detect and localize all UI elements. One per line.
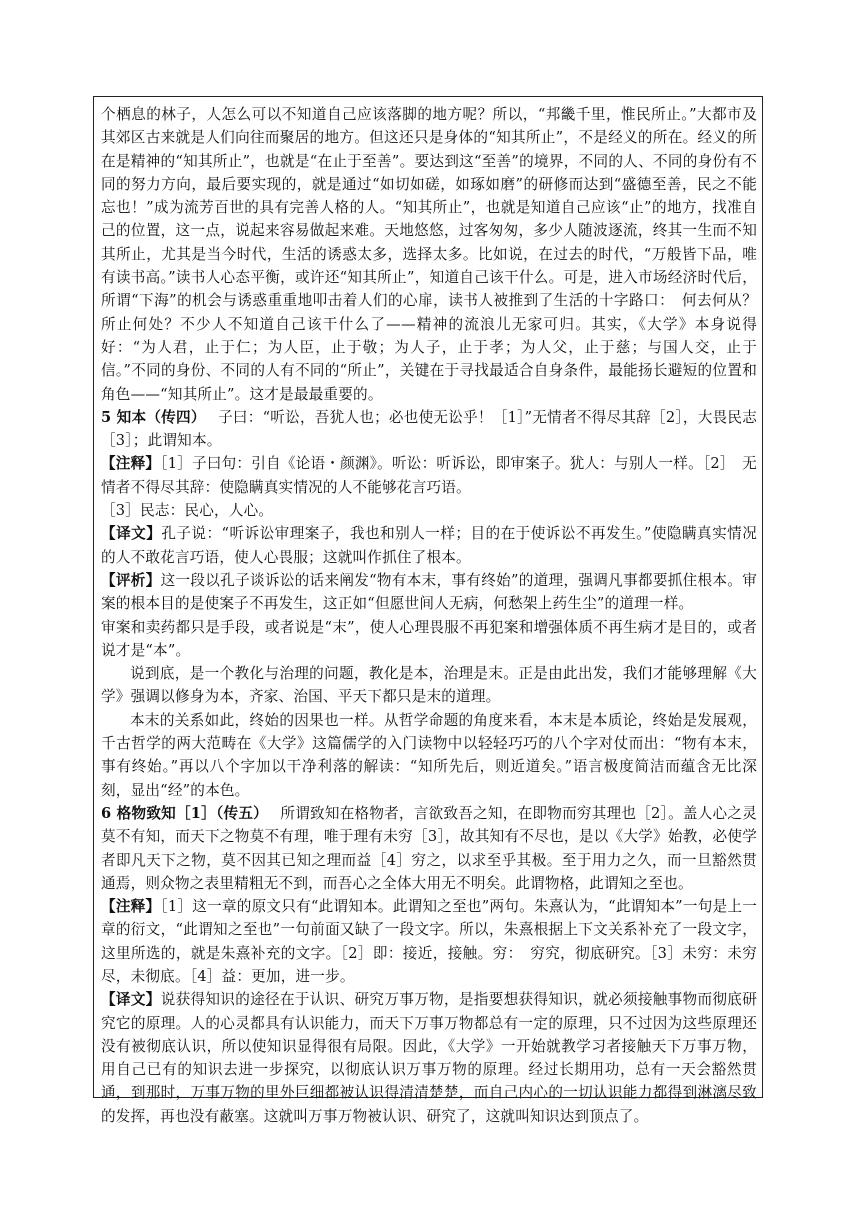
translation-paragraph: 【译文】说获得知识的途径在于认识、研究万事万物，是指要想获得知识，就必须接触事物而彻底研究它的原理。人的心灵都具有认识能力，而天下万事万物都总有一定的原理，只不过因为这些原理还没有被彻底认识，所以使知识显得很有局限。因此，《大学》一开始就教学习者接触天下万事万物，用自己已有的知识去进一步探究，以彻底认识万事万物的原理。经过长期用功，总有一天会豁然贯通，到那时，万事万物的里外巨细都被认识得清清楚楚，而自己内心的一切认识能力都得到淋漓尽致的发挥，再也没有蔽塞。这就叫万事万物被认识、研究了，这就叫知识达到顶点了。 <box>101 991 757 1125</box>
annotation-paragraph: 【注释】［1］子曰句：引自《论语・颜渊》。听讼：听诉讼，即审案子。犹人：与别人一样。［2］ 无情者不得尽其辞：使隐瞒真实情况的人不能够花言巧语。 <box>101 455 757 496</box>
paragraph-zhi-qi-suo-zhi: 个栖息的林子，人怎么可以不知道自己应该落脚的地方呢？所以，“邦畿千里，惟民所止。”大都市及其郊区古来就是人们向往而聚居的地方。但这还只是身体的“知其所止”，不是经义的所在。经义的所在是精神的“知其所止”，也就是“在止于至善”。要达到这“至善”的境界，不同的人、不同的身份有不同的努力方向，最后要实现的，就是通过“如切如磋，如琢如磨”的研修而达到“盛德至善，民之不能忘也！”成为流芳百世的具有完善人格的人。“知其所止”，也就是知道自己应该“止”的地方，找准自己的位置，这一点，说起来容易做起来难。天地悠悠，过客匆匆，多少人随波逐流，终其一生而不知其所止，尤其是当今时代，生活的诱惑太多，选择太多。比如说，在过去的时代，“万般皆下品，唯有读书高。”读书人心态平衡，或许还“知其所止”，知道自己该干什么。可是，进入市场经济时代后，所谓“下海”的机会与诱惑重重地叩击着人们的心扉，读书人被推到了生活的十字路口： 何去何从？所止何处？不少人不知道自己该干什么了——精神的流浪儿无家可归。其实，《大学》本身说得好：“为人君，止于仁；为人臣，止于敬；为人子，止于孝；为人父，止于慈；与国人交，止于信。”不同的身份、不同的人有不同的“所止”，关键在于寻找最适合自身条件，最能扬长避短的位置和角色——“知其所止”。这才是最最重要的。 <box>101 106 757 403</box>
translation-paragraph: 【译文】孔子说：“听诉讼审理案子，我也和别人一样；目的在于使诉讼不再发生。”使隐瞒真实情况的人不敢花言巧语，使人心畏服；这就叫作抓住了根本。 <box>101 525 757 566</box>
analysis-paragraph: 【评析】这一段以孔子谈诉讼的话来阐发“物有本末，事有终始”的道理，强调凡事都要抓住根本。审案的根本目的是使案子不再发生，这正如“但愿世间人无病，何愁架上药生尘”的道理一样。 <box>101 571 757 613</box>
translation-label: 【译文】 <box>101 991 161 1009</box>
annotation-label: 【注释】 <box>101 898 161 916</box>
body-paragraph: 审案和卖药都只是手段，或者说是“末”，使人心理畏服不再犯案和增强体质不再生病才是目的，或者说才是“本”。 <box>101 618 757 659</box>
section-heading-zhi-ben: 5 知本（传四） 子曰：“听讼，吾犹人也；必也使无讼乎！［1］”无情者不得尽其辞［2］，大畏民志［3］；此谓知本。 <box>101 408 757 450</box>
analysis-label: 【评析】 <box>101 571 161 589</box>
section-title: 6 格物致知［1］（传五） <box>101 804 261 822</box>
section-heading-ge-wu-zhi-zhi: 6 格物致知［1］（传五） 所谓致知在格物者，言欲致吾之知，在即物而穷其理也［2］。盖人心之灵莫不有知，而天下之物莫不有理，唯于理有未穷［3］，故其知有不尽也，是以《大学》始教，必使学者即凡天下之物，莫不因其已知之理而益［4］穷之，以求至乎其极。至于用力之久，而一旦豁然贯通焉，则众物之表里精粗无不到，而吾心之全体大用无不明矣。此谓物格，此谓知之至也。 <box>101 804 757 892</box>
annotation-paragraph: ［3］民志：民心，人心。 <box>101 502 274 520</box>
body-paragraph: 本末的关系如此，终始的因果也一样。从哲学命题的角度来看，本末是本质论，终始是发展观，千古哲学的两大范畴在《大学》这篇儒学的入门读物中以轻轻巧巧的八个字对仗而出：“物有本末，事有终始。”再以八个字加以干净利落的解读：“知所先后，则近道矣。”语言极度简洁而蕴含无比深刻，显出“经”的本色。 <box>101 711 757 799</box>
section-title: 5 知本（传四） <box>101 408 199 426</box>
translation-label: 【译文】 <box>101 525 162 543</box>
annotation-paragraph: 【注释】［1］这一章的原文只有“此谓知本。此谓知之至也”两句。朱熹认为，“此谓知本”一句是上一章的衍文，“此谓知之至也”一句前面又缺了一段文字。所以，朱熹根据上下文关系补充了一段文字，这里所选的，就是朱熹补充的文字。［2］即：接近，接触。穷： 穷究，彻底研究。［3］未穷：未穷尽，未彻底。［4］益：更加，进一步。 <box>101 898 757 985</box>
body-paragraph: 说到底，是一个教化与治理的问题，教化是本，治理是末。正是由此出发，我们才能够理解《大学》强调以修身为本，齐家、治国、平天下都只是末的道理。 <box>101 665 757 706</box>
annotation-label: 【注释】 <box>101 455 161 473</box>
document-text-cell <box>101 103 757 1128</box>
